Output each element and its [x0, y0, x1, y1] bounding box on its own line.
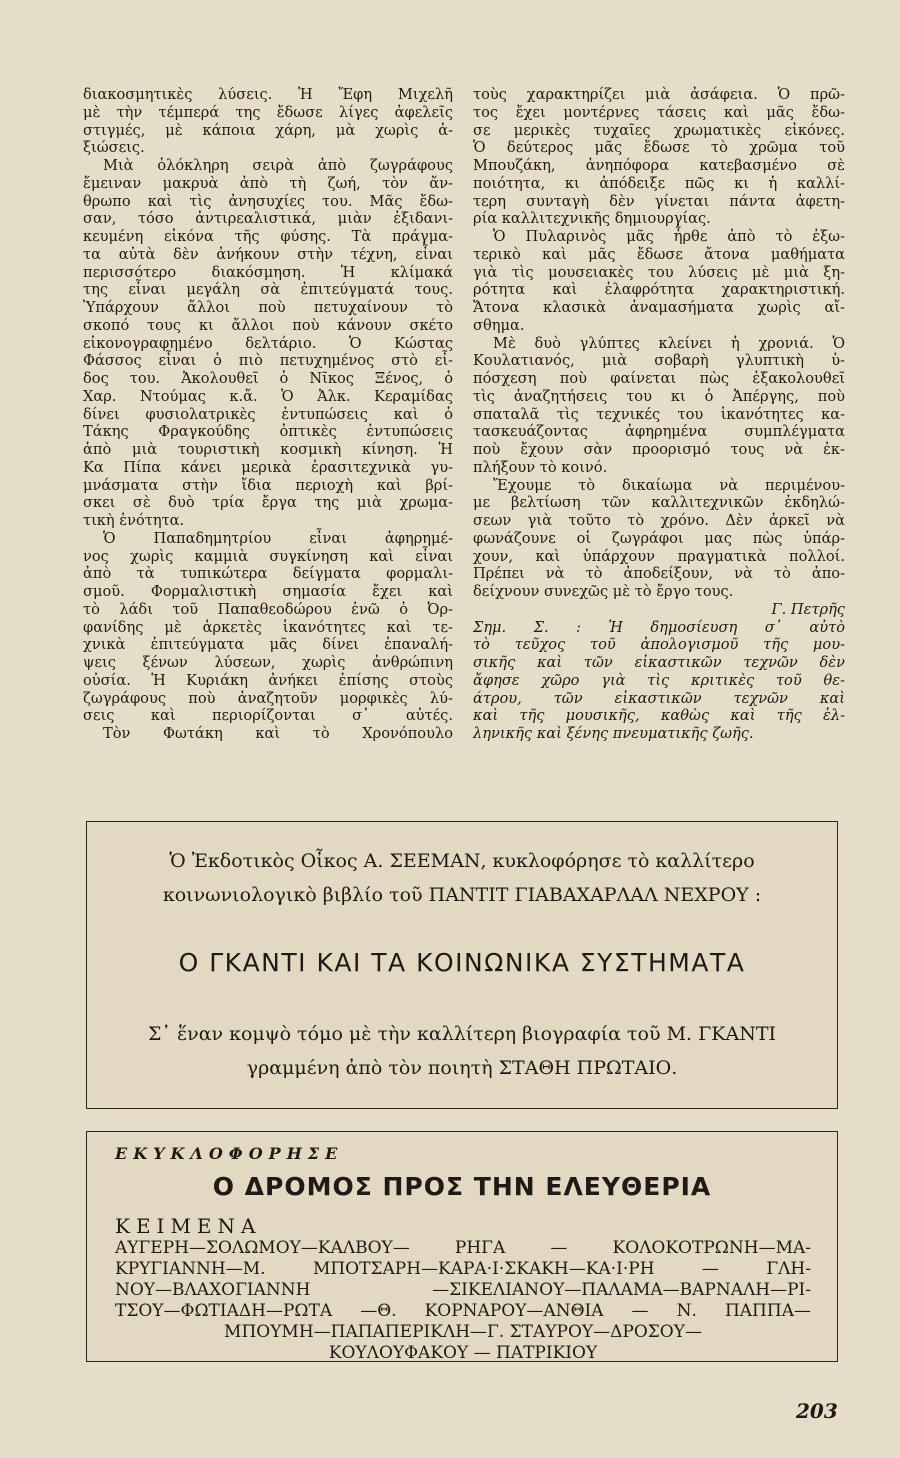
ad1-line4: γραμμένη ἀπὸ τὸν ποιητὴ ΣΤΑΘΗ ΠΡΩΤΑΙΟ.: [246, 1057, 678, 1079]
ad1-line1: Ὁ Ἐκδοτικὸς Οἶκος Α. ΣΕΕΜΑΝ, κυκλοφόρησε τὸ καλλίτερο: [169, 850, 755, 872]
ad1-line2: κοινωνιολογικὸ βιβλίο τοῦ ΠΑΝΤΙΤ ΓΙΑΒΑΧΑΡΛΑΛ ΝΕΧΡΟΥ :: [162, 884, 762, 906]
text-line: σμοῦ. Φορμαλιστικὴ σημασία ἔχει καὶ: [83, 583, 453, 600]
text-line: Μὲ δυὸ γλύπτες κλείνει ἡ χρονιά. Ὁ: [493, 334, 845, 352]
text-line: ζωγράφους ποὺ ἀναζητοῦν μορφικὲς λύ-: [83, 689, 453, 707]
text-line: χνικὰ ἐπιτεύγματα μᾶς δίνει ἐπαναλή-: [83, 636, 453, 654]
author-list-line: ΚΟΥΛΟΥΦΑΚΟΥ — ΠΑΤΡΙΚΙΟΥ: [328, 1343, 598, 1363]
text-line: περισσότερο διακόσμηση. Ἡ κλίμακά: [83, 263, 453, 281]
note-line: Σημ. Σ. : Ἡ δημοσίευση σ᾽ αὐτὸ: [473, 618, 845, 636]
text-line: φωνάζουνε οἱ ζωγράφοι μας πὼς ὑπάρ-: [473, 529, 845, 547]
text-line: σεις καὶ περιορίζονται σ᾽ αὐτές.: [83, 707, 453, 725]
text-line: Ὁ Παπαδημητρίου εἶναι ἀφηρημέ-: [103, 529, 453, 547]
text-line: με βελτίωση τῶν καλλιτεχνικῶν ἐκδηλώ-: [473, 494, 845, 512]
ad1-line3: Σ᾽ ἕναν κομψὸ τόμο μὲ τὴν καλλίτερη βιογραφία τοῦ Μ. ΓΚΑΝΤΙ: [147, 1023, 777, 1045]
text-line: ρία καλλιτεχνικῆς δημιουργίας.: [473, 210, 711, 228]
text-line: φανίδης μὲ ἀρκετὲς ἱκανότητες καὶ τε-: [83, 618, 453, 636]
text-line: ποὺ ἔχουν σὰν προορισμό τους νὰ ἐκ-: [473, 441, 845, 458]
text-line: πλήξουν τὸ κοινό.: [473, 458, 608, 476]
article-right-text: [473, 86, 845, 601]
text-line: ἀπὸ μιὰ τουριστικὴ κοσμικὴ κίνηση. Ἡ: [83, 441, 453, 458]
text-line: χουν, καὶ ὑπάρχουν πραγματικὰ πολλοί.: [473, 547, 845, 565]
text-line: ξιώσεις.: [83, 139, 145, 157]
text-line: Ὁ Πυλαρινὸς μᾶς ἦρθε ἀπὸ τὸ ἐξω-: [493, 228, 845, 245]
text-line: Μιὰ ὁλόκληρη σειρὰ ἀπὸ ζωγράφους: [103, 157, 453, 174]
advertisement-book-freedom: [86, 1131, 838, 1362]
note-line: ληνικῆς καὶ ξένης πνευματικῆς ζωῆς.: [473, 725, 754, 742]
text-line: σκει σὲ δυὸ τρία ἔργα της μιὰ χρωμα-: [83, 494, 453, 512]
text-line: δείχνουν συνεχῶς μὲ τὸ ἔργο τους.: [473, 583, 734, 600]
text-line: τα αὐτὰ δὲν ἀνήκουν στὴν τέχνη, εἶναι: [83, 245, 453, 263]
text-line: οὐσία. Ἡ Κυριάκη ἀνήκει ἐπίσης στοὺς: [83, 671, 453, 689]
text-line: τοὺς χαρακτηρίζει μιὰ ἀσάφεια. Ὁ πρῶ-: [473, 86, 845, 103]
page-number: 203: [796, 1399, 838, 1423]
text-line: Ἄτονα κλασικὰ ἀναμασήματα χωρὶς αἴ-: [473, 299, 845, 316]
text-line: νος χωρὶς καμμιὰ συγκίνηση καὶ εἶναι: [83, 547, 453, 565]
text-line: τικὴ ἑνότητα.: [83, 512, 185, 529]
text-line: κευμένη εἰκόνα τῆς φύσης. Τὰ πράγμα-: [83, 228, 453, 245]
text-line: Μπουζάκη, ἀνηπόφορα κατεβασμένο σὲ: [473, 157, 845, 174]
text-line: μὲ τὴν τέμπερά της ἔδωσε λίγες ἀφελεῖς: [83, 103, 453, 121]
text-line: σθημα.: [473, 316, 525, 334]
text-line: ρότητα καὶ ἐλαφρότητα χαρακτηριστική.: [473, 281, 845, 299]
note-line: ἄφησε χῶρο γιὰ τὶς κριτικὲς τοῦ θε-: [473, 671, 845, 689]
text-line: Ὑπάρχουν ἄλλοι ποὺ πετυχαίνουν τὸ: [83, 299, 453, 316]
text-line: Χαρ. Ντούμας κ.ἄ. Ὁ Ἀλκ. Κεραμίδας: [83, 387, 453, 405]
author-list-line: ΝΟΥ—ΒΛΑΧΟΓΙΑΝΝΗ —ΣΙΚΕΛΙΑΝΟΥ—ΠΑΛΑΜΑ—ΒΑΡΝΑΛΗ—ΡΙ-: [115, 1280, 811, 1300]
text-line: σαν, τόσο ἀντιρεαλιστικά, μιὰν ἐξιδανι-: [83, 210, 453, 228]
author-list-line: ΜΠΟΥΜΗ—ΠΑΠΑΠΕΡΙΚΛΗ—Γ. ΣΤΑΥΡΟΥ—ΔΡΟΣΟΥ—: [224, 1322, 702, 1342]
note-line: τὸ τεῦχος τοῦ ἀπολογισμοῦ τῆς μου-: [473, 636, 845, 654]
text-line: τασκευάζοντας ἀφηρημένα συμπλέγματα: [473, 423, 845, 441]
text-line: ἀπὸ τὰ τυπικώτερα δείγματα φορμαλι-: [83, 565, 453, 583]
text-line: δος του. Ἀκολουθεῖ ὁ Νῖκος Ξένος, ὁ: [83, 370, 453, 387]
author-signature: Γ. Πετρῆς: [771, 600, 845, 618]
note-line: καὶ τῆς μουσικῆς, καθὼς καὶ τῆς ἑλ-: [473, 707, 845, 725]
text-line: Πρέπει νὰ τὸ ἀποδείξουν, νὰ τὸ ἀπο-: [473, 565, 845, 583]
text-line: τερικὸ καὶ μᾶς ἔδωσε ἄτονα μαθήματα: [473, 245, 845, 263]
note-line: σικῆς καὶ τῶν εἰκαστικῶν τεχνῶν δὲν: [473, 654, 845, 671]
text-line: ψεις ξένων λύσεων, χωρὶς ἀνθρώπινη: [83, 654, 453, 671]
editor-note: [473, 619, 845, 743]
text-line: σκοπό τους κι ἄλλοι ποὺ κάνουν σκέτο: [83, 316, 453, 334]
article-right-column: [473, 86, 845, 743]
text-line: σε μερικὲς τυχαῖες χρωματικὲς εἰκόνες.: [473, 121, 845, 139]
ad2-book-title: Ο ΔΡΟΜΟΣ ΠΡΟΣ ΤΗΝ ΕΛΕΥΘΕΡΙΑ: [212, 1172, 712, 1201]
ad2-author-list: [115, 1238, 811, 1364]
author-list-line: ΑΥΓΕΡΗ—ΣΟΛΩΜΟΥ—ΚΑΛΒΟΥ— ΡΗΓΑ — ΚΟΛΟΚΟΤΡΩΝΗ—ΜΑ-: [115, 1238, 811, 1258]
text-line: στιγμές, μὲ κάποια χάρη, μὰ χωρὶς ἀ-: [83, 121, 453, 139]
text-line: τος ἔχει μοντέρνες τάσεις καὶ μᾶς ἔδω-: [473, 103, 845, 121]
text-line: Κα Πίπα κάνει μερικὰ ἐρασιτεχνικὰ γυ-: [83, 458, 453, 476]
text-line: Ὁ δεύτερος μᾶς ἔδωσε τὸ χρῶμα τοῦ: [473, 139, 845, 157]
text-line: γιὰ τὶς μουσειακὲς του λύσεις μὲ μιὰ ξη-: [473, 263, 845, 281]
author-list-line: ΤΣΟΥ—ΦΩΤΙΑΔΗ—ΡΩΤΑ —Θ. ΚΟΡΝΑΡΟΥ—ΑΝΘΙΑ — Ν. ΠΑΠΠΑ—: [115, 1301, 811, 1321]
ad2-subtitle: ΚΕΙΜΕΝΑ: [115, 1214, 262, 1238]
text-line: διακοσμητικὲς λύσεις. Ἡ Ἔφη Μιχελῆ: [83, 86, 453, 103]
text-line: σπαταλᾶ τὶς τεχνικές του ἱκανότητες κα-: [473, 405, 845, 423]
text-line: Τάκης Φραγκούδης ὀπτικὲς ἐντυπώσεις: [83, 423, 453, 441]
text-line: μνάσματα στὴν ἴδια περιοχὴ καὶ βρί-: [83, 476, 453, 494]
text-line: ἔμειναν μακρυὰ ἀπὸ τὴ ζωή, τὸν ἄν-: [83, 174, 453, 192]
text-line: της εἶναι μεγάλη σὰ ἐπιτεύγματά τους.: [83, 281, 453, 299]
author-list-line: ΚΡΥΓΙΑΝΝΗ—Μ. ΜΠΟΤΣΑΡΗ—ΚΑΡΑ·Ι·ΣΚΑΚΗ—ΚΑ·Ι·ΡΗ — ΓΛΗ-: [115, 1259, 811, 1279]
text-line: θρωπο καὶ τὶς ἀνησυχίες του. Μᾶς ἔδω-: [83, 192, 453, 210]
text-line: Ἔχουμε τὸ δικαίωμα νὰ περιμένου-: [493, 476, 845, 494]
text-line: Κουλατιανός, μιὰ σοβαρὴ γλυπτικὴ ὑ-: [473, 352, 845, 370]
article-left-column: [83, 86, 453, 743]
text-line: Τὸν Φωτάκη καὶ τὸ Χρονόπουλο: [103, 725, 453, 742]
note-line: άτρου, τῶν εἰκαστικῶν τεχνῶν καὶ: [473, 689, 845, 707]
text-line: τερη συνταγὴ δὲν γίνεται πάντα ἀφετη-: [473, 192, 845, 210]
text-line: δίνει φυσιολατρικὲς ἐντυπώσεις καὶ ὁ: [83, 405, 453, 423]
text-line: εἰκονογραφημένο δελτάριο. Ὁ Κώστας: [83, 334, 453, 352]
ad2-kicker: ΕΚΥΚΛΟΦΟΡΗΣΕ: [115, 1144, 344, 1163]
text-line: Φάσσος εἶναι ὁ πιὸ πετυχημένος στὸ εἶ-: [83, 352, 453, 370]
text-line: σεων γιὰ τοῦτο τὸ χρόνο. Δὲν ἀρκεῖ νὰ: [473, 512, 845, 529]
text-line: ποιότητα, κι ἀπόδειξε πῶς κι ἡ καλλί-: [473, 174, 845, 192]
text-line: πόσχεση ποὺ φαίνεται πὼς ἐξακολουθεῖ: [473, 370, 845, 387]
text-line: τὶς ἀναζητήσεις του κι ὁ Ἀπέργης, ποὺ: [473, 387, 845, 405]
advertisement-book-gandhi: [86, 821, 838, 1109]
text-line: τὸ λάδι τοῦ Παπαθεοδώρου ἐνῶ ὁ Ὀρ-: [83, 600, 453, 618]
ad1-book-title: Ο ΓΚΑΝΤΙ ΚΑΙ ΤΑ ΚΟΙΝΩΝΙΚΑ ΣΥΣΤΗΜΑΤΑ: [178, 948, 746, 977]
